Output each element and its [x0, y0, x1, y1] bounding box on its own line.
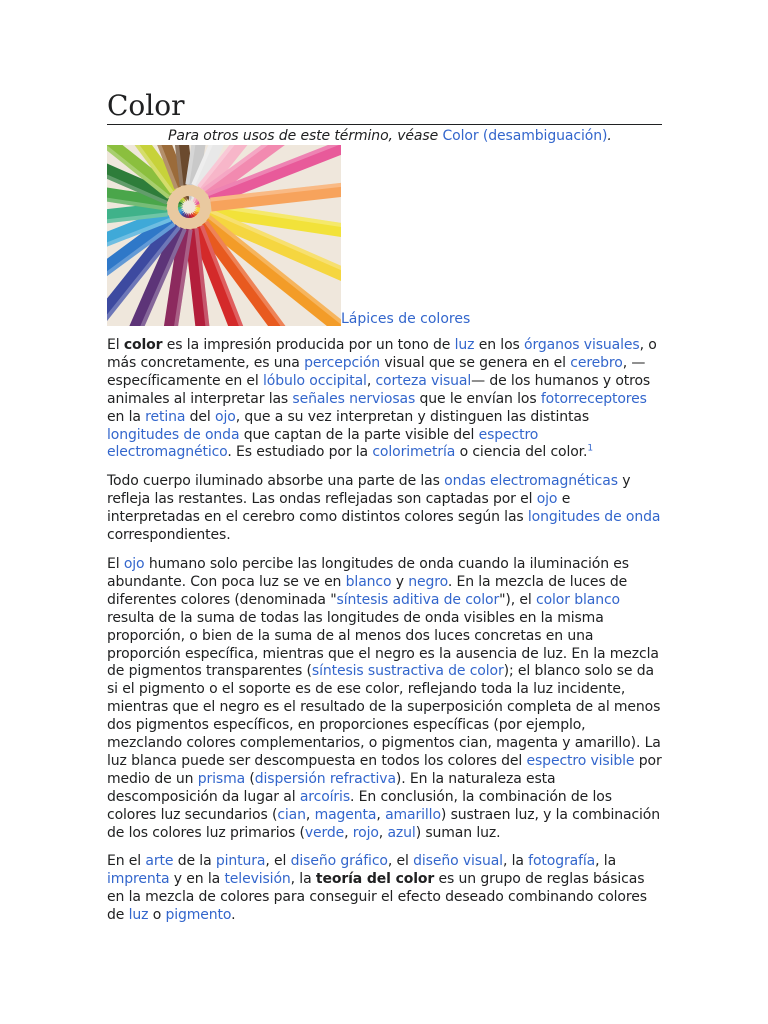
- text-run: .: [231, 907, 236, 924]
- text-run: ,: [305, 806, 315, 823]
- wiki-link[interactable]: cian: [277, 806, 306, 823]
- text-run: y: [391, 573, 409, 590]
- paragraph: [107, 853, 662, 925]
- colored-pencils-image[interactable]: [107, 145, 341, 326]
- wiki-link[interactable]: arte: [145, 853, 174, 870]
- hatnote-text: Para otros usos de este término, véase: [168, 128, 439, 144]
- wiki-link[interactable]: amarillo: [385, 806, 441, 823]
- wiki-link[interactable]: luz: [454, 337, 475, 353]
- text-run: , la: [502, 853, 529, 870]
- text-run: El: [107, 337, 124, 353]
- text-run: e interpretadas en el cerebro como distintos colores según las: [107, 491, 571, 526]
- text-run: humano solo percibe las longitudes de onda cuando la iluminación es abundante. Con poca luz se ve en: [107, 555, 629, 590]
- text-run: El: [107, 555, 124, 572]
- hatnote: [107, 127, 662, 145]
- reference-link[interactable]: 1: [587, 443, 593, 454]
- figure-caption-link[interactable]: Lápices de colores: [341, 311, 471, 327]
- text-run: , o más concretamente, es una: [107, 337, 657, 371]
- text-run: que captan de la parte visible del: [239, 426, 479, 443]
- page-title: Color: [107, 88, 662, 125]
- text-run: — de los humanos y otros animales al interpretar las: [107, 372, 651, 407]
- wiki-link[interactable]: ojo: [536, 491, 558, 508]
- wiki-link[interactable]: longitudes de onda: [107, 426, 240, 443]
- text-run: o ciencia del color.: [455, 444, 588, 461]
- wiki-link[interactable]: órganos visuales: [524, 337, 640, 353]
- disambiguation-link[interactable]: Color (desambiguación): [442, 128, 608, 144]
- wiki-link[interactable]: pigmento: [165, 907, 232, 924]
- text-run: "), el: [499, 591, 537, 608]
- text-run: ) suman luz.: [415, 824, 501, 841]
- wiki-link[interactable]: síntesis aditiva de color: [336, 591, 500, 608]
- text-run: resulta de la suma de todas las longitudes de onda visibles en la misma proporción, o bien de la suma de al menos dos luces concretas en una proporción específica, mientras que el negro es la ausencia de luz. En la mezcla de pigmentos transparentes (: [107, 609, 659, 680]
- wiki-link[interactable]: señales nerviosas: [292, 390, 416, 407]
- text-run: y en la: [169, 871, 225, 888]
- wiki-link[interactable]: rojo: [352, 824, 379, 841]
- text-run: , que a su vez interpretan y distinguen las distintas: [235, 408, 590, 425]
- wiki-link[interactable]: lóbulo occipital: [263, 372, 367, 389]
- wiki-link[interactable]: azul: [387, 824, 416, 841]
- text-run: ). En la naturaleza esta descomposición da lugar al: [107, 770, 556, 805]
- paragraph: [107, 556, 662, 843]
- reference: [587, 444, 593, 454]
- text-run: ,: [366, 372, 376, 389]
- wiki-link[interactable]: síntesis sustractiva de color: [311, 663, 504, 680]
- text-run: (: [245, 770, 255, 787]
- text-run: o: [148, 907, 166, 924]
- wiki-link[interactable]: verde: [304, 824, 345, 841]
- article: [107, 88, 662, 925]
- text-run: , —específicamente en el: [107, 354, 646, 389]
- text-run: , el: [387, 853, 414, 870]
- text-run: en los: [474, 337, 525, 353]
- text-run: ); el blanco solo se da si el pigmento o el soporte es de ese color, reflejando toda la luz incidente, mientras que el negro es el resultado de la superposición completa de al menos dos pigmentos específicos, en proporciones específicas (por ejemplo, mezclando colores complementarios, o pigmentos cian, magenta y amarillo). La luz blanca puede ser descompuesta en todos los colores del: [107, 663, 661, 769]
- text-run: es la impresión producida por un tono de: [162, 337, 455, 353]
- text-run: ,: [378, 824, 388, 841]
- wiki-link[interactable]: negro: [408, 573, 448, 590]
- wiki-link[interactable]: dispersión refractiva: [254, 770, 396, 787]
- wiki-link[interactable]: retina: [145, 408, 186, 425]
- wiki-link[interactable]: diseño gráfico: [290, 853, 388, 870]
- wiki-link[interactable]: ondas electromagnéticas: [444, 473, 618, 490]
- text-run: ,: [376, 806, 386, 823]
- wiki-link[interactable]: luz: [128, 907, 149, 924]
- text-run: . Es estudiado por la: [227, 444, 373, 461]
- wiki-link[interactable]: pintura: [215, 853, 266, 870]
- text-run: Todo cuerpo iluminado absorbe una parte de las: [107, 473, 445, 490]
- text-run: ,: [344, 824, 353, 841]
- wiki-link[interactable]: fotorreceptores: [540, 390, 647, 407]
- wiki-link[interactable]: imprenta: [107, 871, 170, 888]
- text-run: correspondientes.: [107, 527, 231, 544]
- wiki-link[interactable]: color blanco: [536, 591, 620, 608]
- text-run: que le envían los: [415, 390, 541, 407]
- wiki-link[interactable]: espectro visible: [526, 752, 635, 769]
- text-run: del: [185, 408, 216, 425]
- text-run: de la: [173, 853, 216, 870]
- hatnote-end: .: [607, 128, 612, 144]
- text-run: y refleja las restantes. Las ondas reflejadas son captadas por el: [107, 473, 631, 508]
- figure: [107, 145, 662, 326]
- wiki-link[interactable]: colorimetría: [372, 444, 456, 461]
- text-run: En el: [107, 853, 146, 870]
- bold-term: color: [123, 337, 163, 353]
- text-run: , la: [595, 853, 617, 870]
- text-run: , el: [265, 853, 291, 870]
- text-run: es un grupo de reglas básicas en la mezcla de colores para conseguir el efecto deseado combinando colores de: [107, 871, 647, 924]
- text-run: visual que se genera en el: [380, 354, 571, 371]
- wiki-link[interactable]: longitudes de onda: [527, 509, 661, 526]
- text-run: en la: [107, 408, 146, 425]
- wiki-link[interactable]: diseño visual: [413, 853, 503, 870]
- article-body: [107, 337, 662, 925]
- bold-term: teoría del color: [315, 871, 435, 888]
- wiki-link[interactable]: corteza visual: [375, 372, 472, 389]
- paragraph: [107, 337, 662, 462]
- paragraph: [107, 473, 662, 545]
- wiki-link[interactable]: magenta: [314, 806, 377, 823]
- wiki-link[interactable]: prisma: [197, 770, 246, 787]
- wiki-link[interactable]: televisión: [224, 871, 291, 888]
- text-run: . En conclusión, la combinación de los colores luz secundarios (: [107, 788, 612, 823]
- wiki-link[interactable]: espectro electromagnético: [107, 426, 539, 461]
- text-run: ) sustraen luz, y la combinación de los colores luz primarios (: [107, 806, 661, 841]
- text-run: por medio de un: [107, 752, 662, 787]
- wiki-link[interactable]: fotografía: [528, 853, 596, 870]
- text-run: . En la mezcla de luces de diferentes colores (denominada ": [107, 573, 628, 608]
- wiki-link[interactable]: blanco: [345, 573, 392, 590]
- wiki-link[interactable]: ojo: [123, 555, 145, 572]
- wiki-link[interactable]: ojo: [215, 408, 236, 425]
- text-run: , la: [290, 871, 316, 888]
- wiki-link[interactable]: cerebro: [570, 354, 623, 371]
- wiki-link[interactable]: arcoíris: [299, 788, 351, 805]
- wiki-link[interactable]: percepción: [304, 354, 381, 371]
